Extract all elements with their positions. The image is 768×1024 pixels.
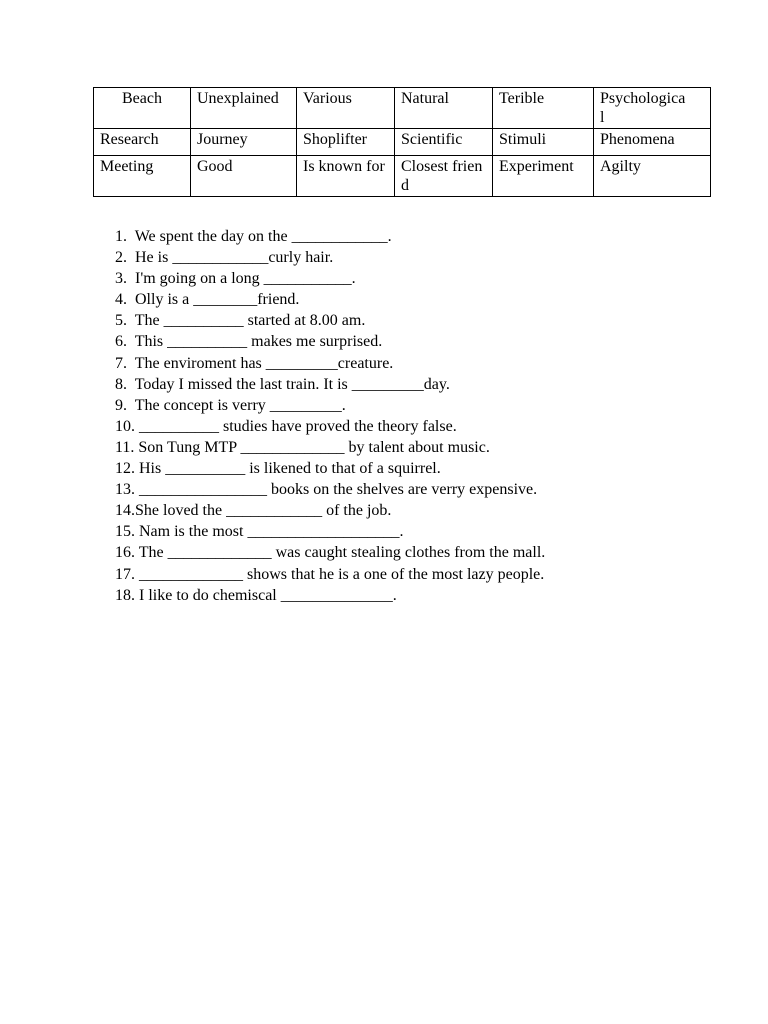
- word-cell: Terible: [493, 88, 594, 129]
- word-cell: Stimuli: [493, 129, 594, 156]
- exercise-item: 2. He is ____________curly hair.: [115, 249, 334, 267]
- word-cell: Unexplained: [191, 88, 297, 129]
- word-cell: Agilty: [594, 156, 711, 197]
- word-bank-row: [94, 88, 711, 129]
- word-cell: Natural: [395, 88, 493, 129]
- exercise-item: 18. I like to do chemiscal ______________.: [115, 586, 397, 604]
- exercise-item: 3. I'm going on a long ___________.: [115, 270, 356, 288]
- word-cell: Experiment: [493, 156, 594, 197]
- exercise-item: 5. The __________ started at 8.00 am.: [115, 312, 366, 330]
- exercise-item: 6. This __________ makes me surprised.: [115, 333, 383, 351]
- exercise-item: 12. His __________ is likened to that of a squirrel.: [115, 460, 441, 478]
- exercise-item: 4. Olly is a ________friend.: [115, 291, 300, 309]
- exercise-item: 11. Son Tung MTP _____________ by talent about music.: [115, 438, 490, 456]
- word-cell: Research: [94, 129, 191, 156]
- word-cell: Shoplifter: [297, 129, 395, 156]
- word-bank-table: [93, 87, 711, 197]
- word-cell: [594, 88, 711, 129]
- exercise-item: 17. _____________ shows that he is a one of the most lazy people.: [115, 565, 545, 583]
- word-cell: Is known for: [297, 156, 395, 197]
- exercise-item: 16. The _____________ was caught stealing clothes from the mall.: [115, 544, 546, 562]
- exercise-list: [115, 226, 545, 606]
- word-cell: Beach: [94, 88, 191, 129]
- word-cell: Journey: [191, 129, 297, 156]
- exercise-item: 9. The concept is verry _________.: [115, 396, 346, 414]
- exercise-item: 10. __________ studies have proved the theory false.: [115, 417, 457, 435]
- word-bank-row: [94, 156, 711, 197]
- word-cell: Meeting: [94, 156, 191, 197]
- exercise-item: 14.She loved the ____________ of the job.: [115, 502, 392, 520]
- word-bank-row: [94, 129, 711, 156]
- exercise-item: 8. Today I missed the last train. It is _________day.: [115, 375, 450, 393]
- word-cell: Various: [297, 88, 395, 129]
- word-cell: Good: [191, 156, 297, 197]
- exercise-item: 15. Nam is the most ___________________.: [115, 523, 404, 541]
- exercise-item: 7. The enviroment has _________creature.: [115, 354, 394, 372]
- word-cell-text: Psychologica l: [600, 90, 686, 126]
- word-cell: Phenomena: [594, 129, 711, 156]
- word-cell: Scientific: [395, 129, 493, 156]
- exercise-item: 1. We spent the day on the ____________.: [115, 228, 392, 245]
- exercise-item: 13. ________________ books on the shelves are verry expensive.: [115, 481, 538, 499]
- word-cell: Closest friend: [395, 156, 493, 197]
